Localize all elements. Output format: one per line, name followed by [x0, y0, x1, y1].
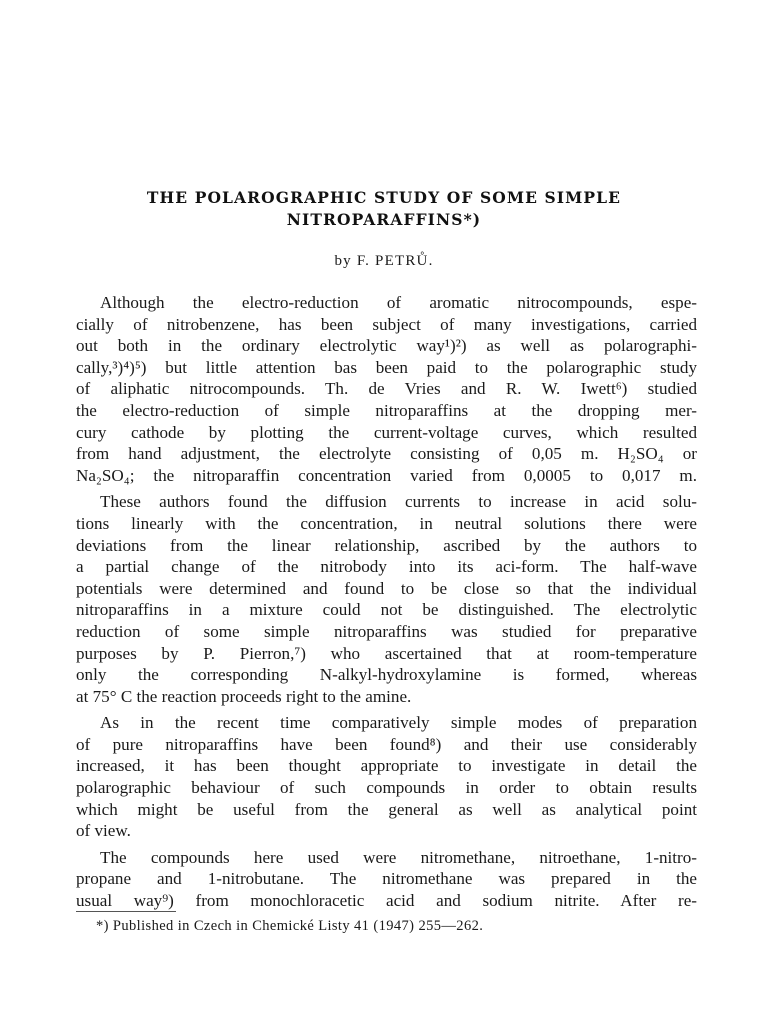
- text-line: the electro-reduction of simple nitroparaffins at the dropping mer-: [76, 400, 697, 420]
- text-line: of aliphatic nitrocompounds. Th. de Vries and R. W. Iwett⁶) studied: [76, 379, 697, 399]
- text-line: cially of nitrobenzene, has been subject of many investigations, carried: [76, 314, 697, 334]
- text-line: nitroparaffins in a mixture could not be distinguished. The electrolytic: [76, 600, 697, 620]
- footnote: *) Published in Czech in Chemické Listy 41 (1947) 255—262.: [96, 918, 484, 934]
- text-line: These authors found the diffusion currents to increase in acid solu-: [100, 492, 697, 512]
- paper-title-line-1: THE POLAROGRAPHIC STUDY OF SOME SIMPLE: [146, 188, 622, 207]
- paper-title-line-2: NITROPARAFFINS*): [286, 210, 482, 229]
- text-line: increased, it has been thought appropriate to investigate in detail the: [76, 756, 697, 776]
- text-line: out both in the ordinary electrolytic way¹)²) as well as polarographi-: [76, 336, 697, 356]
- footnote-divider: [76, 911, 176, 912]
- text-line: Although the electro-reduction of aromatic nitrocompounds, espe-: [100, 293, 697, 312]
- text-line: Na₂SO₄; the nitroparaffin concentration varied from 0,0005 to 0,017 m.: [76, 465, 697, 485]
- paragraph-2: [76, 491, 697, 707]
- text-line: which might be useful from the general as well as analytical point: [76, 799, 697, 819]
- text-line: reduction of some simple nitroparaffins was studied for preparative: [76, 621, 697, 641]
- text-line: propane and 1-nitrobutane. The nitromethane was prepared in the: [76, 869, 697, 889]
- text-line: cally,³)⁴)⁵) but little attention bas been paid to the polarographic study: [76, 357, 697, 377]
- author-byline: by F. PETRŮ.: [334, 253, 434, 269]
- text-line: As in the recent time comparatively simple modes of preparation: [100, 713, 697, 733]
- text-line: potentials were determined and found to be close so that the individual: [76, 578, 697, 598]
- text-line: tions linearly with the concentration, in neutral solutions there were: [76, 513, 697, 533]
- text-line: only the corresponding N-alkyl-hydroxylamine is formed, whereas: [76, 665, 697, 685]
- body-text: [76, 292, 697, 912]
- text-line: from hand adjustment, the electrolyte consisting of 0,05 m. H₂SO₄ or: [76, 444, 697, 464]
- text-line: of view.: [76, 821, 131, 841]
- text-line: a partial change of the nitrobody into its aci-form. The half-wave: [76, 557, 697, 577]
- text-line: polarographic behaviour of such compounds in order to obtain results: [76, 778, 697, 798]
- text-line: at 75° C the reaction proceeds right to the amine.: [76, 686, 412, 706]
- paragraph-3: [76, 712, 697, 842]
- text-line: deviations from the linear relationship, ascribed by the authors to: [76, 535, 697, 555]
- text-line: usual way⁹) from monochloracetic acid and sodium nitrite. After re-: [76, 891, 697, 911]
- paragraph-4: [76, 847, 697, 912]
- text-line: The compounds here used were nitromethane, nitroethane, 1-nitro-: [100, 847, 697, 867]
- text-line: purposes by P. Pierron,⁷) who ascertained that at room-temperature: [76, 643, 697, 663]
- text-line: of pure nitroparaffins have been found⁸) and their use considerably: [76, 734, 697, 754]
- text-line: cury cathode by plotting the current-voltage curves, which resulted: [76, 422, 697, 442]
- paragraph-1: [76, 292, 697, 486]
